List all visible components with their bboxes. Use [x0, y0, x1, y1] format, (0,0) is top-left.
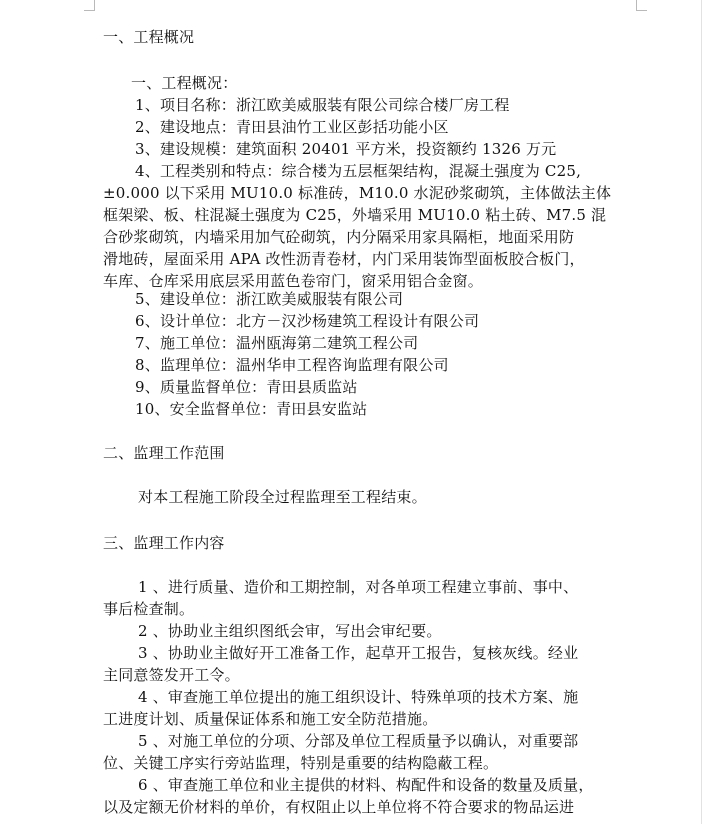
paragraph-line: 2 、协助业主组织图纸会审，写出会审纪要。: [138, 622, 442, 640]
list-item: 10、安全监督单位：青田县安监站: [135, 400, 368, 418]
list-item: 1、项目名称：浙江欧美威服装有限公司综合楼厂房工程: [135, 96, 510, 114]
page-corner-mark-left: [84, 0, 95, 11]
list-item: 9、质量监督单位：青田县质监站: [135, 378, 358, 396]
paragraph-line: 3 、协助业主做好开工准备工作，起草开工报告，复核灰线。经业: [138, 644, 579, 662]
paragraph-line: 对本工程施工阶段全过程监理至工程结束。: [138, 488, 427, 506]
list-item: 6、设计单位：北方－汉沙杨建筑工程设计有限公司: [135, 312, 480, 330]
paragraph-line: 工进度计划、质量保证体系和施工安全防范措施。: [103, 710, 438, 728]
paragraph-line: 主同意签发开工令。: [103, 666, 240, 684]
list-item: 8、监理单位：温州华申工程咨询监理有限公司: [135, 356, 449, 374]
section-heading-1: 一、工程概况: [103, 28, 195, 46]
page-corner-mark-right: [636, 0, 647, 11]
section-heading-2: 二、监理工作范围: [103, 444, 225, 462]
paragraph-line: 1 、进行质量、造价和工期控制，对各单项工程建立事前、事中、: [138, 578, 579, 596]
paragraph-line: 框架梁、板、柱混凝土强度为 C25，外墙采用 MU10.0 粘土砖、M7.5 混: [103, 206, 607, 224]
paragraph-line: 车库、仓库采用底层采用蓝色卷帘门，窗采用铝合金窗。: [103, 272, 484, 290]
list-item: 2、建设地点：青田县油竹工业区彭括功能小区: [135, 118, 449, 136]
paragraph-line: 事后检查制。: [103, 600, 195, 618]
section-heading-3: 三、监理工作内容: [103, 534, 225, 552]
paragraph-line: ±0.000 以下采用 MU10.0 标准砖，M10.0 水泥砂浆砌筑，主体做法主体: [103, 184, 612, 202]
paragraph-line: 6 、审查施工单位和业主提供的材料、构配件和设备的数量及质量，: [138, 776, 594, 794]
paragraph-line: 5 、对施工单位的分项、分部及单位工程质量予以确认，对重要部: [138, 732, 579, 750]
paragraph-line: 合砂浆砌筑，内墙采用加气砼砌筑，内分隔采用家具隔柜，地面采用防: [103, 228, 575, 246]
page-edge: [701, 0, 702, 824]
list-item: 7、施工单位：温州瓯海第二建筑工程公司: [135, 334, 419, 352]
list-item: 4、工程类别和特点：综合楼为五层框架结构，混凝土强度为 C25,: [135, 162, 582, 180]
paragraph-line: 滑地砖，屋面采用 APA 改性沥青卷材，内门采用装饰型面板胶合板门，: [103, 250, 585, 268]
sub-heading: 一、工程概况：: [131, 74, 238, 92]
paragraph-line: 以及定额无价材料的单价，有权阻止以上单位将不符合要求的物品运进: [103, 798, 575, 816]
paragraph-line: 位、关键工序实行旁站监理，特别是重要的结构隐蔽工程。: [103, 754, 499, 772]
list-item: 3、建设规模：建筑面积 20401 平方米，投资额约 1326 万元: [135, 140, 557, 158]
list-item: 5、建设单位：浙江欧美威服装有限公司: [135, 290, 404, 308]
paragraph-line: 4 、审查施工单位提出的施工组织设计、特殊单项的技术方案、施: [138, 688, 579, 706]
